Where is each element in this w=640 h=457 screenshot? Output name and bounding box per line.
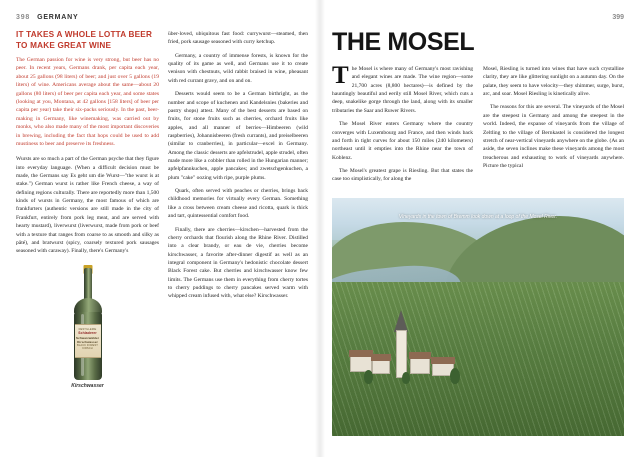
village-roof [349,350,373,357]
photo-background [332,198,624,436]
paragraph: Quark, often served with peaches or cherries, brings back childhood memories for virtually every German. Something like a cross between cream cheese and ricotta, quark is thick and tart, quintessential comfort food. [168,188,308,220]
lead-paragraph-text: he Mosel is where many of Germany's most ravishing and elegant wines are made. The wine region—some 21,700 acres (8,800 hectares)—is defined by the hauntingly beautiful and eerily still Mosel River, which cuts a deep, snakelike gorge through the land, along with its smaller tributaries the Saar and Ruwer Rivers. [332,66,473,114]
paragraph: Desserts would seem to be a German birthright, as the number and scope of kuchenen and Kandelsnies (bakeries and pastry shops) attest. Many of the best desserts are based on fruits, for stone fruits such as cherries, orchard fruits like apples, and all manner of berries—Himbeeren (wild raspberries), Johannisbeeren (fresh currants), and preiselbeeren (similar to cranberries), in particular—excel in Germany. Among the classic desserts are apfelstrudel, apple strudel, often made more like a cobbler than rolled in the Hungarian manner; apfelpfannkuchen, apple pancakes; and zwetschgenkuchen, a plum "cake" oozing with ripe, purple plums. [168,91,308,181]
village-roof [431,357,455,364]
right-columns [332,62,624,189]
bottle-caption: Kirschwasser [71,382,104,389]
paragraph: The Mosel's greatest grape is Riesling. But that states the case too simplistically, for along the [332,167,473,183]
paragraph: Mosel, Riesling is turned into wines that have such crystalline clarity, they are like glittering sunlight on a autumn day. On the palate, they seem to have velocity—they shimmer, surge, burst, arc, and soar. Mosel Riesling is kinetically alive. [483,66,624,98]
village-tree [450,368,460,384]
label-sub-text: Kirschwasser [77,339,98,344]
running-head-left [16,14,308,21]
label-foot-text: BLACK FOREST KIRSCH [77,343,98,351]
feature-deck: The German passion for wine is very strong, but beer has no peer. In recent years, Germans drank, per capita each year, about 25 gallons (98 liters) of beer; and just over 5 gallons (19 liters) of wine. Americans average about the same—about 20 gallons (80 liters) of beer per capita each year, and some states (looking at you, Montana, at 42 gallons [158 liters] of beer per capita per year) take their six-packs seriously. In the past, beer-making in Germany, like winemaking, was carried out by monks, who also made many of the most important discoveries in brewing, including the fact that hops could be used to add mustiness to beer and preserve its freshness. [16,57,159,147]
left-column-1-body [16,155,159,255]
village-house [372,360,390,374]
paragraph: Wursts are so much a part of the German psyche that they figure into everyday language. (When a difficult decision must be made, the Germans say Es geht um die Wurst—"the wurst is at stake.") German wurst is rather like French cheese, a way of defining regions culturally. There are reportedly more than 1,500 kinds of wursts in Germany, the most famous of which are frankfurters (authentic versions are still made in the city of Frankfurt, entirely from pork leg meat, and are served with hearty mustard), liverwurst (liverwurst, made from pork or beef with a texture that ranges from coarse to as smooth and silky as pâté), and bratwurst (spicy, coarsely textured pork sausages seasoned with caraway). Finally, there's Germany's [16,156,159,255]
folio-right: 399 [612,14,624,21]
right-column-1 [332,62,473,189]
village-roof [371,354,391,361]
kirschwasser-bottle [73,268,103,380]
paragraph: Finally, there are cherries—kirschen—harvested from the cherry orchards that flourish along the Rhine River. Distilled into a clear brandy, or eau de vie, cherries become kirschwasser, a favorite after-dinner digestif as well as an integral component in Germany's hedonistic chocolate dessert Black Forest cake. But cherries and kirschwasser know few limits. The Germans use them in everything from cherry tortes to cherry puddings to cherry pancakes served warm with whipped cream infused with, what else? Kirschwasser. [168,226,308,300]
paragraph: The Mosel River enters Germany where the country converges with Luxembourg and France, and then winds back and forth in tight curves for about 150 miles (240 kilometers) northeast until it empties into the Rhine near the town of Koblenz. [332,121,473,161]
right-column-2 [483,65,624,189]
left-column-2-body [168,30,308,301]
paragraph: Germany, a country of immense forests, is known for the quality of its game as well, and Germans use it to create venison with chestnuts, wild rabbit braised in wine, pheasant with red currant gravy, and on and on. [168,52,308,84]
mosel-vineyard-photo [332,198,624,436]
bottle-neck [84,268,92,302]
village-roof [409,352,431,359]
drop-cap: T [332,62,349,89]
folio-left: 398 [16,14,31,21]
village-tree [364,370,373,384]
paragraph: über-loved, ubiquitous fast food: currywurst—steamed, then fried, pork sausage seasoned with curry ketchup. [168,31,308,46]
village-tree [402,372,410,384]
village-house [410,358,430,374]
church-tower [396,330,407,378]
feature-title: IT TAKES A WHOLE LOTTA BEER TO MAKE GREAT WINE [16,30,153,50]
church-spire [394,310,408,332]
left-column-2 [168,30,308,393]
paragraph: The reasons for this are several. The vineyards of the Mosel are the steepest in Germany and among the steepest in the world. Indeed, the expanse of vineyards from the village of Zeltling to the village of Bernkastel is considered the longest stretch of near-vertical vineyards anywhere on the globe. (As an aside, the seven inclines make these vineyards among the most treacherous and exhausting to work of vineyards anywhere. Picture the typical [483,104,624,169]
bottle-image [16,262,159,380]
bottle-label [75,324,101,358]
left-column-1 [16,30,159,393]
section-label-left: GERMANY [37,14,79,21]
label-product-text: Schwarzwälder [76,335,99,340]
right-page [320,0,640,457]
label-top-text: DESTILLERIE [78,327,97,331]
bottle-figure [16,262,159,389]
label-brand-text: Schladerer [78,331,97,336]
photo-village [350,330,470,392]
page-title: THE MOSEL [332,28,475,56]
photo-caption: Vineyards in the town of Bremm look down at a loop of the Mosel River. [398,213,558,220]
lead-paragraph [332,62,473,115]
left-columns [16,30,308,393]
